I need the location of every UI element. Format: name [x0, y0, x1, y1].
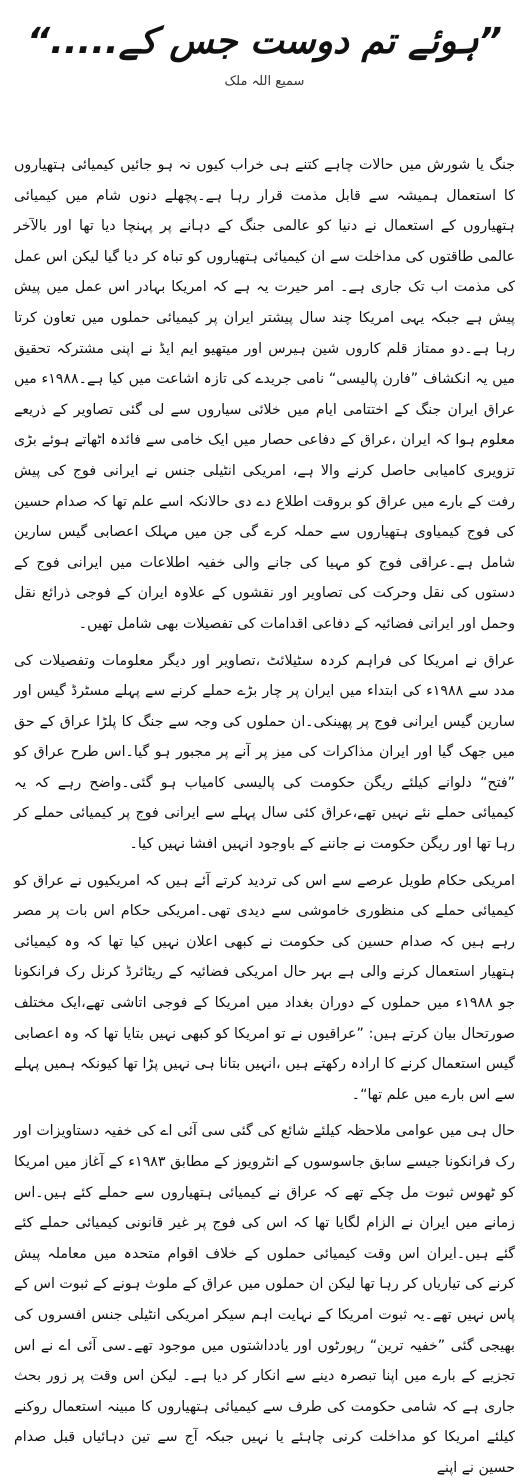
- article-paragraph: جنگ یا شورش میں حالات چاہے کتنے ہی خراب کیوں نہ ہو جائیں کیمیائی ہتھیاروں کا استعمال ہمیشہ سے قابل مذمت قرار رہا ہے۔پچھلے دنوں شام میں کیمیائی ہتھیاروں کے استعمال نے دنیا کو عالمی جنگ کے دہانے پر پہنچا دیا تھا اور بالآخر عالمی طاقتوں کی مداخلت سے ان کیمیائی ہتھیاروں کو تباہ کر دیا گیا لیکن اس عمل کی مذمت اب تک جاری ہے۔ امر حیرت یہ ہے کہ امریکا بہادر اس عمل میں پیش پیش ہے جبکہ یہی امریکا چند سال پیشتر ایران پر کیمیائی حملوں میں تعاون کرتا رہا ہے۔دو ممتاز قلم کاروں شین ہیرس اور میتھیو ایم ایڈ نے اپنی مشترکہ تحقیق میں یہ انکشاف ”فارن پالیسی“ نامی جریدے کی تازہ اشاعت میں کیا ہے۔۱۹۸۸ء میں عراق ایران جنگ کے اختتامی ایام میں خلائی سیاروں سے لی گئی تصاویر کے ذریعے معلوم ہوا کہ ایران ،عراق کے دفاعی حصار میں ایک خامی سے فائدہ اٹھاتے ہوئے بڑی تزویری کامیابی حاصل کرنے والا ہے، امریکی انٹیلی جنس نے ایرانی فوج کی پیش رفت کے بارے میں عراق کو بروقت اطلاع دے دی حالانکہ اسے علم تھا کہ صدام حسین کی فوج کیمیاوی ہتھیاروں سے حملہ کرے گی جن میں مہلک اعصابی گیس سارین شامل ہے۔عراقی فوج کو مہیا کی جانے والی خفیہ اطلاعات میں ایرانی فوج کے دستوں کی نقل وحرکت کی تصاویر اور نقشوں کے علاوہ ایران کے فوجی ذرائع نقل وحمل اور ایرانی فضائیہ کے دفاعی اقدامات کی تفصیلات بھی شامل تھیں۔: [14, 157, 515, 632]
- article-paragraph: حال ہی میں عوامی ملاحظہ کیلئے شائع کی گئی سی آئی اے کی خفیہ دستاویزات اور رک فرانکونا جیسے سابق جاسوسوں کے انٹرویوز کے مطابق ۱۹۸۳ء کے آغاز میں امریکا کو ٹھوس ثبوت مل چکے تھے کہ عراق نے کیمیائی ہتھیاروں سے حملے کئے ہیں۔اس زمانے میں ایران نے الزام لگایا تھا کہ اس کی فوج پر غیر قانونی کیمیائی حملے کئے گئے ہیں۔ایران اس وقت کیمیائی حملوں کے خلاف اقوام متحدہ میں معاملہ پیش کرنے کی تیاریاں کر رہا تھا لیکن ان حملوں میں عراق کے ملوث ہونے کے ثبوت اس کے پاس نہیں تھے۔یہ ثبوت امریکا کے نہایت اہم سیکر امریکی انٹیلی جنس افسروں کی بھیجی گئی ”خفیہ ترین“ رپورٹوں اور یادداشتوں میں موجود تھے۔سی آئی اے نے اس تجزیے کے بارے میں اپنا تبصرہ دینے سے انکار کر دیا ہے۔ لیکن اس وقت پر زور بحث جاری ہے کہ شامی حکومت کی طرف سے کیمیائی ہتھیاروں کا مبینہ استعمال روکنے کیلئے امریکا کو مداخلت کرنی چاہئے یا نہیں جبکہ آج سے تین دہائیاں قبل صدام حسین نے اپنے: [14, 1123, 515, 1476]
- article-body: [14, 150, 515, 1476]
- article-title: ”ہوئے تم دوست جس کے.....“: [27, 21, 502, 62]
- author-byline: سمیع اللہ ملک: [224, 74, 305, 89]
- article-paragraph: عراق نے امریکا کی فراہم کردہ سٹیلائٹ ،تصاویر اور دیگر معلومات وتفصیلات کی مدد سے ۱۹۸۸ء کی ابتداء میں ایران پر چار بڑے حملے کرنے سے پہلے مسٹرڈ گیس اور سارین گیس ایرانی فوج پر پھینکی۔ان حملوں کی وجہ سے جنگ کا پلڑا عراق کے حق میں جھک گیا اور ایران مذاکرات کی میز پر آنے پر مجبور ہو گیا۔اس طرح عراق کو ”فتح“ دلوانے کیلئے ریگن حکومت کی پالیسی کامیاب ہو گئی۔واضح رہے کہ یہ کیمیائی حملے نئے نہیں تھے،عراق کئی سال پہلے سے ایرانی فوج پر کیمیائی حملے کر رہا تھا اور ریگن حکومت نے جاننے کے باوجود انہیں افشا نہیں کیا۔: [14, 652, 515, 853]
- article-paragraph: امریکی حکام طویل عرصے سے اس کی تردید کرتے آئے ہیں کہ امریکیوں نے عراق کو کیمیائی حملے کی منظوری خاموشی سے دیدی تھی۔امریکی حکام اس بات پر مصر رہے ہیں کہ صدام حسین کی حکومت نے کبھی اعلان نہیں کیا تھا کہ وہ کیمیائی ہتھیار استعمال کرنے والی ہے بہر حال امریکی فضائیہ کے ریٹائرڈ کرنل رک فرانکونا جو ۱۹۸۸ء میں حملوں کے دوران بغداد میں امریکا کے فوجی اتاشی تھے،ایک مختلف صورتحال بیان کرتے ہیں: ”عراقیوں نے تو امریکا کو کبھی نہیں بتایا تھا کہ وہ اعصابی گیس استعمال کرنے کا ارادہ رکھتے ہیں ،انہیں بتانا ہی نہیں پڑا تھا کیونکہ ہمیں پہلے سے اس بارے میں علم تھا“۔: [14, 872, 515, 1103]
